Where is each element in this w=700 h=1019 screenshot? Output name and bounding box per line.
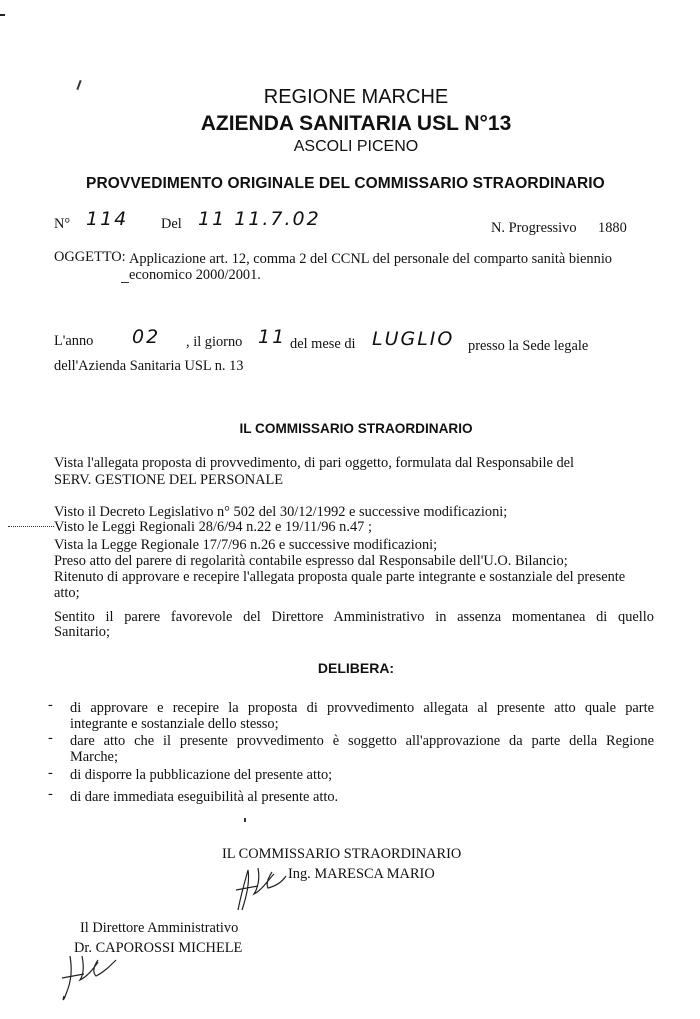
premise-line: Sanitario; xyxy=(54,624,110,640)
commissario-signature-title: IL COMMISSARIO STRAORDINARIO xyxy=(222,846,462,862)
mese-handwritten: LUGLIO xyxy=(372,328,455,350)
deliberation-line: dare atto che il presente provvedimento è soggetto all'approvazione da parte della Regione xyxy=(70,733,654,749)
direttore-signature-title: Il Direttore Amministrativo xyxy=(80,920,239,936)
premise-line: Vista l'allegata proposta di provvedimento, di pari oggetto, formulata dal Responsabile del xyxy=(54,455,575,471)
commissario-signature-scribble xyxy=(228,860,292,920)
number-label: N° xyxy=(54,216,71,232)
list-dash: - xyxy=(48,765,53,781)
deliberation-line: integrante e sostanziale dello stesso; xyxy=(70,716,279,732)
premise-line: Vista la Legge Regionale 17/7/96 n.26 e successive modificazioni; xyxy=(54,537,438,553)
subject-line-2: economico 2000/2001. xyxy=(129,267,261,283)
premise-line: SERV. GESTIONE DEL PERSONALE xyxy=(54,472,284,488)
anno-label: L'anno xyxy=(54,333,94,349)
azienda-heading: AZIENDA SANITARIA USL N°13 xyxy=(200,112,512,135)
provvedimento-heading: PROVVEDIMENTO ORIGINALE DEL COMMISSARIO STRAORDINARIO xyxy=(86,175,605,192)
date-label: Del xyxy=(161,216,182,232)
pen-dot xyxy=(244,818,246,822)
delibera-heading: DELIBERA: xyxy=(317,660,395,676)
premise-line: Preso atto del parere di regolarità contabile espresso dal Responsabile dell'U.O. Bilancio; xyxy=(54,553,568,569)
premise-line: Visto le Leggi Regionali 28/6/94 n.22 e 19/11/96 n.47 ; xyxy=(54,519,372,535)
margin-dotted-line xyxy=(8,526,54,527)
anno-handwritten: 02 xyxy=(132,326,161,348)
commissario-heading: IL COMMISSARIO STRAORDINARIO xyxy=(239,421,473,436)
direttore-signature-scribble xyxy=(56,950,126,1006)
giorno-label: , il giorno xyxy=(186,334,243,350)
subject-line-1: Applicazione art. 12, comma 2 del CCNL del personale del comparto sanità biennio xyxy=(129,251,613,267)
number-handwritten: 114 xyxy=(86,208,129,230)
premise-line: Ritenuto di approvare e recepire l'allegata proposta quale parte integrante e sostanziale del presente xyxy=(54,569,626,585)
sede-text: presso la Sede legale xyxy=(468,338,589,354)
premise-line: Visto il Decreto Legislativo n° 502 del 30/12/1992 e successive modificazioni; xyxy=(54,504,508,520)
direttore-signature-name: Dr. CAPOROSSI MICHELE xyxy=(74,940,243,956)
deliberation-line: Marche; xyxy=(70,749,118,765)
deliberation-line: di approvare e recepire la proposta di provvedimento allegata al presente atto quale parte xyxy=(70,700,654,716)
list-dash: - xyxy=(48,697,53,713)
premise-line: Sentito il parere favorevole del Direttore Amministrativo in assenza momentanea di quello xyxy=(54,609,654,625)
commissario-signature-name: Ing. MARESCA MARIO xyxy=(288,866,435,882)
subject-label: OGGETTO: xyxy=(54,249,126,265)
region-heading: REGIONE MARCHE xyxy=(263,86,449,108)
subject-underline-mark xyxy=(121,282,129,283)
list-dash: - xyxy=(48,786,53,802)
giorno-handwritten: 11 xyxy=(258,326,287,348)
deliberation-line: di dare immediata eseguibilità al presente atto. xyxy=(70,789,339,805)
city-heading: ASCOLI PICENO xyxy=(293,138,419,155)
progressive-value: 1880 xyxy=(598,220,627,236)
premise-line: atto; xyxy=(54,585,80,601)
progressive-label: N. Progressivo xyxy=(491,220,577,236)
list-dash: - xyxy=(48,730,53,746)
deliberation-line: di disporre la pubblicazione del presente atto; xyxy=(70,767,333,783)
azienda-line: dell'Azienda Sanitaria USL n. 13 xyxy=(54,358,244,374)
mese-label: del mese di xyxy=(290,336,356,352)
scan-mark xyxy=(0,14,5,16)
date-handwritten: 11 11.7.02 xyxy=(198,208,321,230)
